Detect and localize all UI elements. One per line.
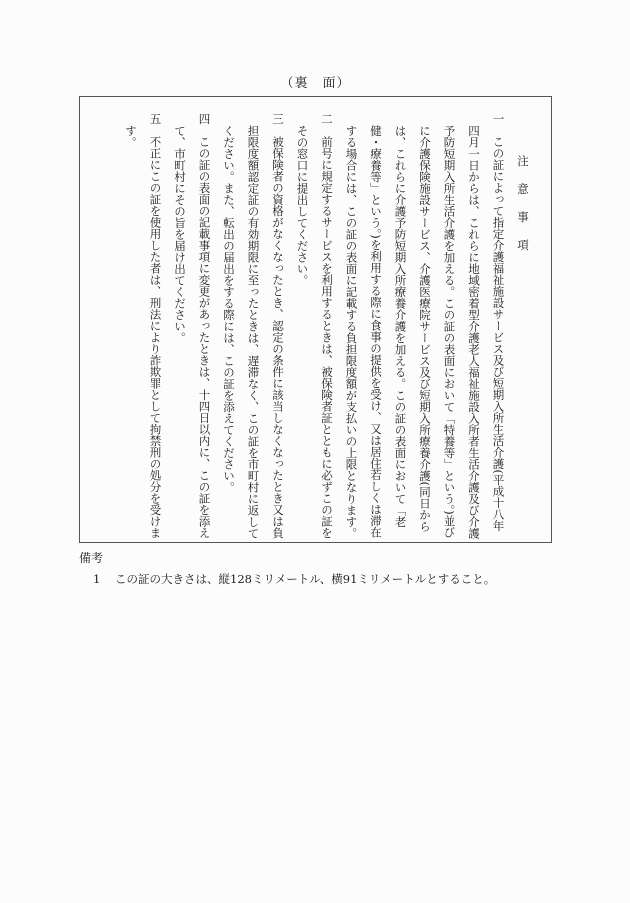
notice-item-4-number: 四 xyxy=(197,113,212,125)
notice-item-3 xyxy=(217,113,291,542)
notice-item-4 xyxy=(168,113,217,542)
notice-vertical-text xyxy=(80,97,551,542)
notice-item-3-number: 三 xyxy=(271,113,285,125)
notice-item-1-number: 一 xyxy=(491,113,506,125)
notice-item-1-text: この証によって指定介護福祉施設サービス及び短期入所生活介護(平成十八年四月一日からは、これらに地域密着型介護老人福祉施設入所者生活介護及び介護予防短期入所生活介護を加える。この証の表面において「特養等」という。)並びに介護保険施設サービス、介護医療院サービス及び短期入所療養介護(同日からは、これらに介護予防短期入所療養介護を加える。この証の表面において「老健・療養等」という。)を利用する際に食事の提供を受け、又は居住若しくは滞在する場合には、この証の表面に記載する負担限度額が支払いの上限となります。 xyxy=(344,124,506,539)
notice-item-3-text: 被保険者の資格がなくなったとき、認定の条件に該当しなくなったとき又は負担限度額認定証の有効期限に至ったときは、遅滞なく、この証を市町村に返してください。また、転出の届出をする際には、この証を添えてください。 xyxy=(222,124,285,539)
notice-item-2-text: 前号に規定するサービスを利用するときは、被保険者証とともに必ずこの証をその窓口に提出してください。 xyxy=(295,124,334,539)
remark-1-number: 1 xyxy=(93,572,101,586)
notice-item-4-text: この証の表面の記載事項に変更があったときは、十四日以内に、この証を添えて、市町村にその旨を届け出てください。 xyxy=(173,124,212,539)
notice-item-5-text: 不正にこの証を使用した者は、刑法により詐欺罪として拘禁刑の処分を受けます。 xyxy=(124,124,163,539)
remarks-label: 備考 xyxy=(79,551,104,565)
notice-item-2 xyxy=(290,113,339,542)
notice-item-5 xyxy=(119,113,168,542)
notice-item-2-number: 二 xyxy=(320,113,334,125)
remarks-section xyxy=(79,550,495,587)
remarks-item-1 xyxy=(93,571,495,587)
notice-item-5-number: 五 xyxy=(148,113,163,125)
remark-1-text: この証の大きさは、縦128ミリメートル、横91ミリメートルとすること。 xyxy=(115,572,496,586)
side-label: （裏 面） xyxy=(280,76,351,91)
notice-heading: 注 意 事 項 xyxy=(516,155,530,253)
notice-item-1 xyxy=(339,113,511,542)
notice-box xyxy=(79,96,552,543)
